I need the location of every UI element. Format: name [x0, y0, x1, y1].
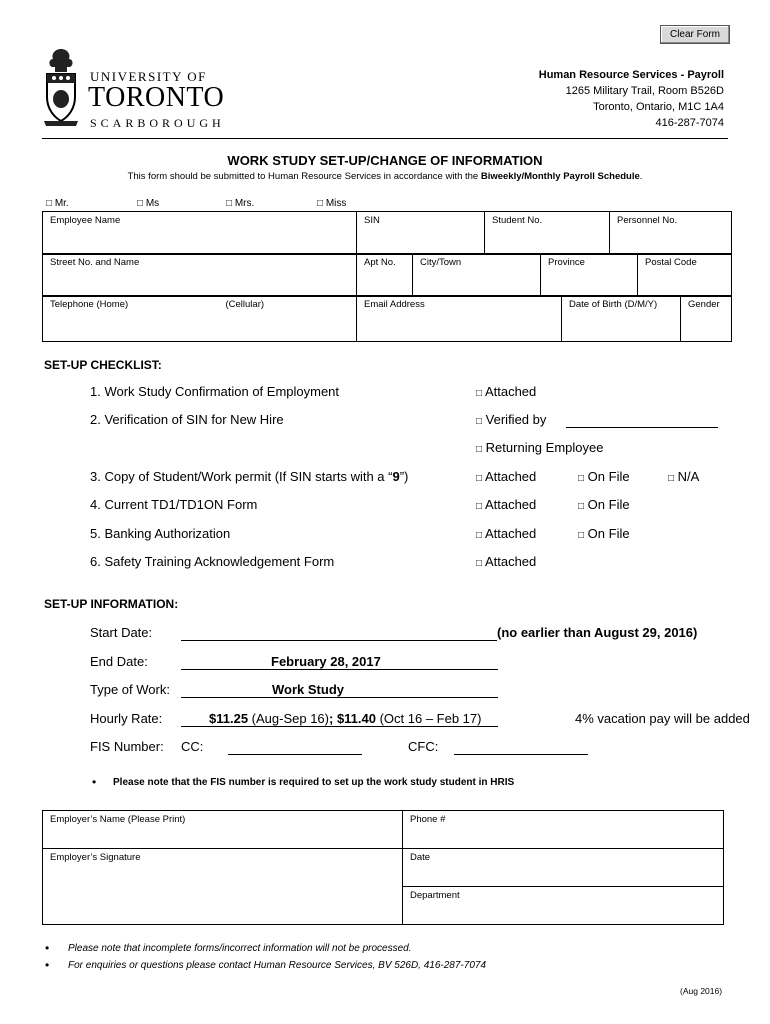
employer-table [42, 810, 724, 925]
type-of-work-label: Type of Work: [90, 682, 170, 697]
rate-separator: ; [328, 711, 337, 726]
setup-heading: SET-UP INFORMATION: [44, 597, 179, 611]
city-label: City/Town [420, 257, 462, 268]
employer-signature-label: Employer’s Signature [50, 852, 141, 863]
personnel-no-label: Personnel No. [617, 215, 678, 226]
sin-label: SIN [364, 215, 380, 226]
checklist-item-3-end: ”) [399, 469, 409, 484]
item3-onfile-label: On File [587, 469, 630, 484]
fis-note: Please note that the FIS number is required to set up the work study student in HRIS [113, 777, 515, 788]
fis-note-bullet: • [92, 775, 97, 789]
item3-na-label: N/A [677, 469, 700, 484]
start-date-note: (no earlier than August 29, 2016) [497, 625, 698, 640]
item1-attached-checkbox[interactable]: □ Attached [476, 384, 537, 399]
hr-phone: 416-287-7074 [655, 117, 724, 129]
rate1-value: $11.25 [209, 711, 249, 726]
item4-onfile-checkbox[interactable]: □ On File [578, 497, 630, 512]
salutation-mrs[interactable]: □ Mrs. [226, 198, 255, 209]
header-divider [42, 138, 728, 139]
logo-university-of: UNIVERSITY OF [90, 69, 207, 84]
item3-na-checkbox[interactable]: □ N/A [668, 469, 700, 484]
start-date-label: Start Date: [90, 625, 153, 640]
university-crest-icon [42, 47, 80, 129]
type-of-work-value: Work Study [272, 682, 344, 697]
salutation-mrs-label: Mrs. [234, 198, 255, 209]
item6-attached-label: Attached [484, 554, 537, 569]
footer-note-1: Please note that incomplete forms/incorrect information will not be processed. [68, 943, 412, 954]
end-date-field[interactable] [181, 669, 498, 670]
start-date-field[interactable] [181, 640, 497, 641]
street-field[interactable] [43, 254, 357, 297]
item4-attached-checkbox[interactable]: □ Attached [476, 497, 537, 512]
subtitle-end: . [639, 171, 643, 182]
form-subtitle [0, 171, 770, 182]
checklist-item-1: 1. Work Study Confirmation of Employment [90, 384, 340, 399]
personnel-no-field[interactable] [610, 212, 732, 255]
employer-date-label: Date [410, 852, 431, 863]
cc-field[interactable] [228, 754, 362, 755]
vacation-pay-note: 4% vacation pay will be added [575, 711, 750, 726]
item6-attached-checkbox[interactable]: □ Attached [476, 554, 537, 569]
cc-label: CC: [181, 739, 204, 754]
employer-phone-field[interactable] [403, 811, 724, 849]
employee-name-field[interactable] [43, 212, 357, 255]
employer-department-label: Department [410, 890, 460, 901]
item2-verified-label: Verified by [485, 412, 547, 427]
rate1-note: (Aug-Sep 16) [248, 711, 329, 726]
cfc-label: CFC: [408, 739, 439, 754]
footer-note-2: For enquiries or questions please contact Human Resource Services, BV 526D, 416-287-7074 [68, 960, 487, 971]
item2-verified-checkbox[interactable]: □ Verified by [476, 412, 547, 427]
salutation-mr-label: Mr. [54, 198, 69, 209]
logo-scarborough: SCARBOROUGH [90, 116, 225, 130]
employer-signature-field[interactable] [43, 849, 403, 925]
apt-label: Apt No. [364, 257, 396, 268]
end-date-value: February 28, 2017 [271, 654, 381, 669]
checklist-item-2: 2. Verification of SIN for New Hire [90, 412, 284, 427]
item3-attached-label: Attached [484, 469, 537, 484]
fis-number-label: FIS Number: [90, 739, 164, 754]
item5-attached-checkbox[interactable]: □ Attached [476, 526, 537, 541]
form-version: (Aug 2016) [680, 986, 723, 996]
salutation-miss[interactable]: □ Miss [317, 198, 347, 209]
employer-phone-label: Phone # [410, 814, 446, 825]
checklist-item-6: 6. Safety Training Acknowledgement Form [90, 554, 335, 569]
cellular-field[interactable] [219, 296, 357, 342]
checklist-heading: SET-UP CHECKLIST: [44, 358, 162, 372]
employee-name-label: Employee Name [50, 215, 121, 226]
sin-field[interactable] [357, 212, 485, 255]
checklist-item-3-digit: 9 [392, 469, 400, 484]
employer-date-field[interactable] [403, 849, 724, 887]
province-field[interactable] [541, 254, 638, 297]
cfc-field[interactable] [454, 754, 588, 755]
checklist-item-3 [90, 469, 408, 484]
type-of-work-field[interactable] [181, 697, 498, 698]
postal-label: Postal Code [645, 257, 697, 268]
checklist-item-4: 4. Current TD1/TD1ON Form [90, 497, 258, 512]
verified-by-line[interactable] [566, 427, 718, 428]
employee-info-table [42, 211, 732, 255]
telephone-home-field[interactable] [43, 296, 219, 342]
student-no-field[interactable] [485, 212, 610, 255]
item2-returning-checkbox[interactable]: □ Returning Employee [476, 440, 604, 455]
footer-bullet-1: • [45, 941, 50, 955]
checklist-item-3-text: 3. Copy of Student/Work permit (If SIN starts with a “ [90, 469, 393, 484]
item4-attached-label: Attached [484, 497, 537, 512]
end-date-label: End Date: [90, 654, 148, 669]
form-title: WORK STUDY SET-UP/CHANGE OF INFORMATION [227, 153, 543, 168]
hr-address-line1: 1265 Military Trail, Room B526D [565, 85, 724, 97]
gender-label: Gender [688, 299, 720, 310]
checklist-item-5: 5. Banking Authorization [90, 526, 231, 541]
rate2-note: (Oct 16 – Feb 17) [375, 711, 482, 726]
hourly-rate-value [209, 711, 481, 726]
apt-field[interactable] [357, 254, 413, 297]
province-label: Province [548, 257, 585, 268]
email-label: Email Address [364, 299, 425, 310]
cellular-label: (Cellular) [225, 299, 265, 310]
rate2-value: $11.40 [336, 711, 376, 726]
dob-label: Date of Birth (D/M/Y) [569, 299, 658, 310]
clear-form-button[interactable]: Clear Form [660, 25, 730, 44]
item3-onfile-checkbox[interactable]: □ On File [578, 469, 630, 484]
employer-name-field[interactable] [43, 811, 403, 849]
hr-address-line2: Toronto, Ontario, M1C 1A4 [593, 101, 724, 113]
hourly-rate-field[interactable] [181, 726, 498, 727]
item1-attached-label: Attached [484, 384, 537, 399]
telephone-home-label: Telephone (Home) [50, 299, 129, 310]
footer-bullet-2: • [45, 958, 50, 972]
gender-field[interactable] [681, 296, 732, 342]
dob-field[interactable] [562, 296, 681, 342]
contact-table [42, 295, 732, 342]
item4-onfile-label: On File [587, 497, 630, 512]
employer-name-label: Employer’s Name (Please Print) [50, 814, 186, 825]
hourly-rate-label: Hourly Rate: [90, 711, 163, 726]
postal-field[interactable] [638, 254, 732, 297]
subtitle-text: This form should be submitted to Human Resource Services in accordance with the [127, 171, 481, 182]
item2-returning-label: Returning Employee [485, 440, 604, 455]
street-label: Street No. and Name [50, 257, 140, 268]
hr-department: Human Resource Services - Payroll [538, 69, 724, 81]
salutation-ms[interactable]: □ Ms [137, 198, 160, 209]
item3-attached-checkbox[interactable]: □ Attached [476, 469, 537, 484]
item5-onfile-label: On File [587, 526, 630, 541]
salutation-mr[interactable]: □ Mr. [46, 198, 69, 209]
student-no-label: Student No. [492, 215, 543, 226]
item5-onfile-checkbox[interactable]: □ On File [578, 526, 630, 541]
logo-toronto: TORONTO [88, 82, 225, 113]
subtitle-schedule: Biweekly/Monthly Payroll Schedule [480, 171, 640, 182]
salutation-ms-label: Ms [145, 198, 160, 209]
city-field[interactable] [413, 254, 541, 297]
item5-attached-label: Attached [484, 526, 537, 541]
address-table [42, 253, 732, 297]
employer-department-field[interactable] [403, 887, 724, 925]
email-field[interactable] [357, 296, 562, 342]
salutation-miss-label: Miss [325, 198, 347, 209]
hr-contact-block [539, 67, 724, 131]
